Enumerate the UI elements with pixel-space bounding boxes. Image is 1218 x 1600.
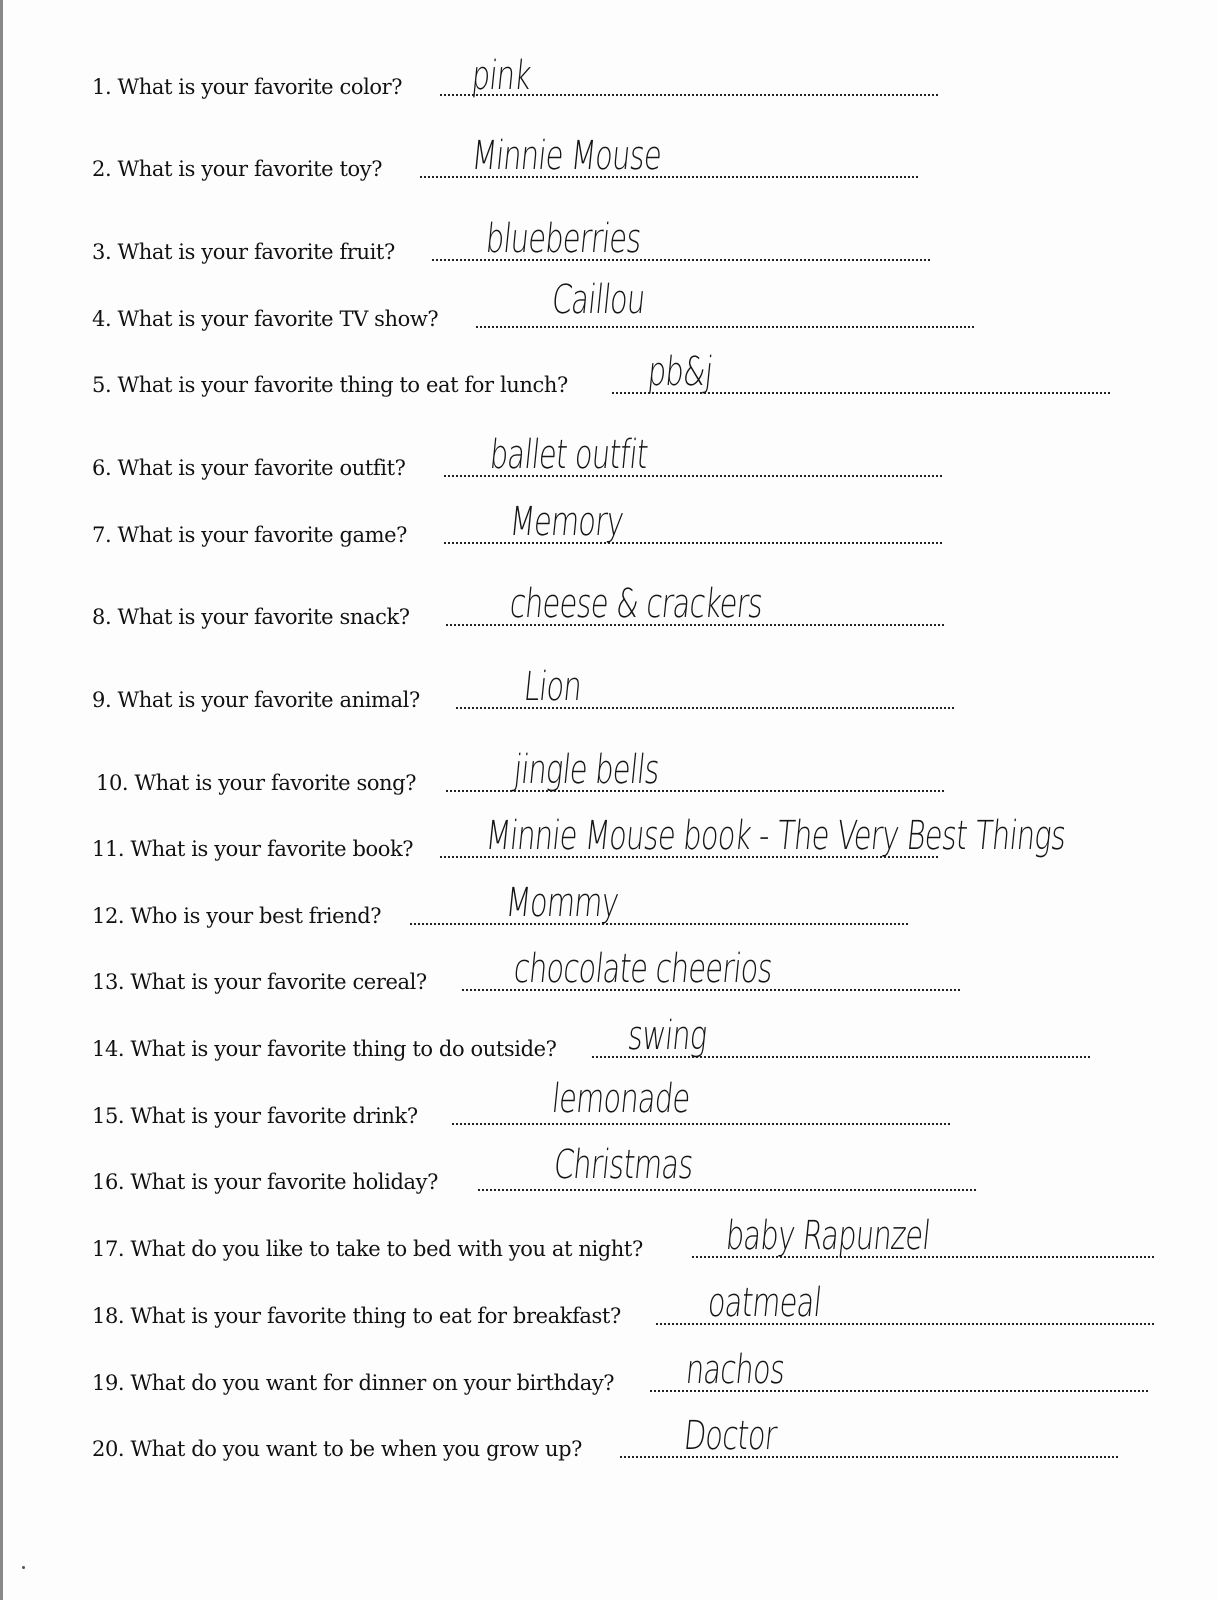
question-label: 7. What is your favorite game?	[92, 523, 408, 547]
handwritten-answer: Memory	[507, 499, 626, 545]
question-label: 11. What is your favorite book?	[92, 837, 414, 861]
question-label: 16. What is your favorite holiday?	[92, 1170, 438, 1194]
handwritten-answer: Doctor	[681, 1413, 779, 1459]
answer-line	[410, 923, 908, 925]
question-label: 14. What is your favorite thing to do outside?	[92, 1037, 557, 1061]
question-label: 19. What do you want for dinner on your birthday?	[92, 1371, 615, 1395]
question-label: 2. What is your favorite toy?	[92, 157, 383, 181]
handwritten-answer: Christmas	[551, 1142, 696, 1188]
question-label: 12. Who is your best friend?	[92, 904, 382, 928]
handwritten-answer: baby Rapunzel	[723, 1213, 933, 1259]
question-label: 18. What is your favorite thing to eat for breakfast?	[92, 1304, 621, 1328]
handwritten-answer: oatmeal	[705, 1280, 824, 1326]
handwritten-answer: pb&j	[645, 349, 715, 395]
handwritten-answer: blueberries	[483, 216, 644, 262]
answer-line	[478, 1189, 976, 1191]
question-label: 6. What is your favorite outfit?	[92, 456, 406, 480]
handwritten-answer: jingle bells	[511, 747, 662, 793]
handwritten-answer: ballet outfit	[487, 432, 650, 478]
question-label: 5. What is your favorite thing to eat for lunch?	[92, 373, 568, 397]
question-label: 3. What is your favorite fruit?	[92, 240, 395, 264]
question-label: 8. What is your favorite snack?	[92, 605, 410, 629]
handwritten-answer: pink	[469, 53, 533, 99]
handwritten-answer: Minnie Mouse book - The Very Best Things	[483, 813, 1068, 859]
handwritten-answer: swing	[625, 1013, 709, 1059]
scan-speck	[22, 1566, 25, 1569]
question-label: 13. What is your favorite cereal?	[92, 970, 427, 994]
handwritten-answer: Minnie Mouse	[469, 133, 664, 179]
question-label: 15. What is your favorite drink?	[92, 1104, 418, 1128]
handwritten-answer: cheese & crackers	[507, 581, 765, 627]
handwritten-answer: nachos	[683, 1347, 787, 1393]
question-label: 9. What is your favorite animal?	[92, 688, 420, 712]
answer-line	[476, 326, 974, 328]
question-label: 20. What do you want to be when you grow up?	[92, 1437, 582, 1461]
question-label: 17. What do you like to take to bed with you at night?	[92, 1237, 643, 1261]
handwritten-answer: Lion	[521, 664, 584, 710]
scan-edge	[0, 0, 3, 1600]
handwritten-answer: lemonade	[549, 1076, 692, 1122]
question-label: 1. What is your favorite color?	[92, 75, 403, 99]
question-label: 4. What is your favorite TV show?	[92, 307, 439, 331]
handwritten-answer: chocolate cheerios	[511, 946, 775, 992]
handwritten-answer: Caillou	[549, 277, 647, 323]
question-label: 10. What is your favorite song?	[96, 771, 417, 795]
answer-line	[452, 1123, 950, 1125]
handwritten-answer: Mommy	[503, 880, 621, 926]
